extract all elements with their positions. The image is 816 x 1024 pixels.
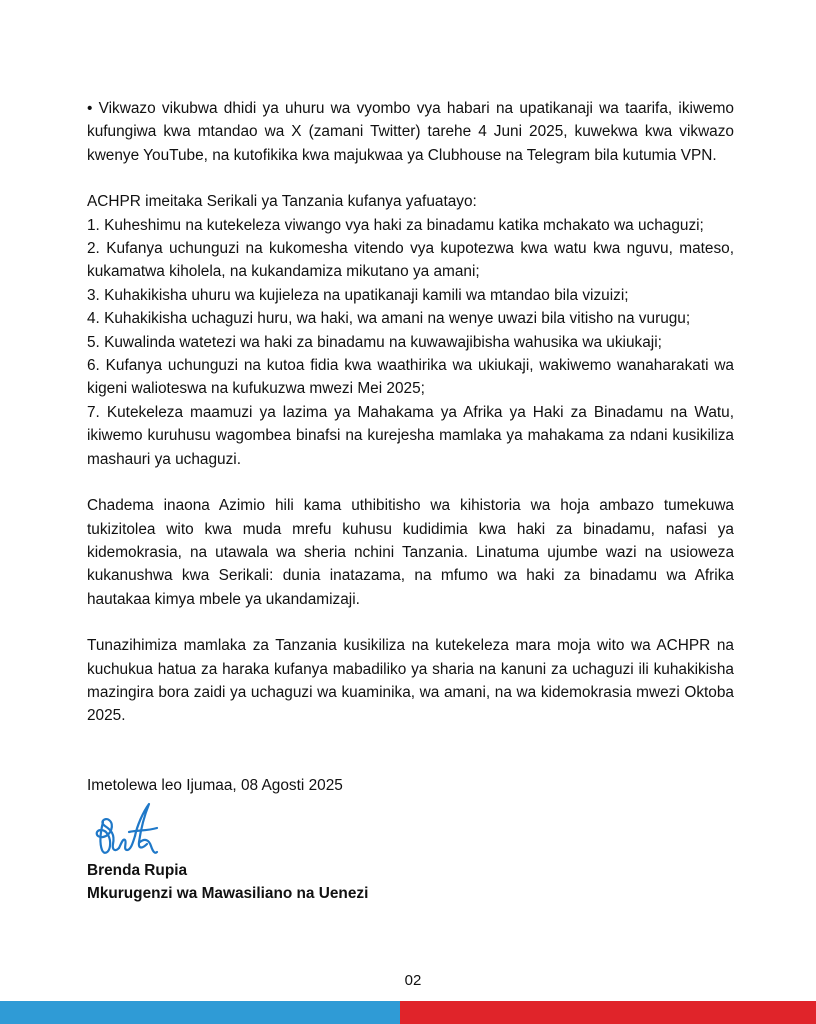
list-item: 5. Kuwalinda watetezi wa haki za binadamu na kuwawajibisha wahusika wa ukiukaji; <box>87 333 662 351</box>
media-restrictions-bullet: • Vikwazo vikubwa dhidi ya uhuru wa vyombo vya habari na upatikanaji wa taarifa, ikiwemo kufungiwa kwa mtandao wa X (zamani Twitter) tarehe 4 Juni 2025, kuwekwa kwa vikwazo kwenye YouTube, na kutofikika kwa majukwaa ya Clubhouse na Telegram bila kutumia VPN. <box>87 100 734 164</box>
demands-intro: ACHPR imeitaka Serikali ya Tanzania kufanya yafuatayo: <box>87 193 477 211</box>
signer-block <box>87 859 368 906</box>
list-item: 7. Kutekeleza maamuzi ya lazima ya Mahakama ya Afrika ya Haki za Binadamu na Watu, ikiwemo kuruhusu wagombea binafsi na kurejesha mamlaka ya mahakama za ndani kusikiliza mashauri ya uchaguzi. <box>87 403 734 468</box>
list-item: 1. Kuheshimu na kutekeleza viwango vya haki za binadamu katika mchakato wa uchaguzi; <box>87 216 704 234</box>
footer-bar-red <box>400 1001 816 1024</box>
footer-bar-blue <box>0 1001 400 1024</box>
demands-list <box>87 214 734 471</box>
call-to-action-paragraph: Tunazihimiza mamlaka za Tanzania kusikiliza na kutekeleza mara moja wito wa ACHPR na kuchukua hatua za haraka kufanya mabadiliko ya sharia na kanuni za uchaguzi ili kuhakikisha mazingira bora zaidi ya uchaguzi wa kuaminika, wa amani, na wa kidemokrasia mwezi Oktoba 2025. <box>87 637 734 725</box>
list-item: 4. Kuhakikisha uchaguzi huru, wa haki, wa amani na wenye uwazi bila vitisho na vurugu; <box>87 310 691 328</box>
handwritten-signature <box>93 800 159 862</box>
list-item: 2. Kufanya uchunguzi na kukomesha vitendo vya kupotezwa kwa watu kwa nguvu, mateso, kukamatwa kiholela, na kukandamiza mikutano ya amani; <box>87 240 734 281</box>
letter-body <box>87 97 734 797</box>
issued-date: Imetolewa leo Ijumaa, 08 Agosti 2025 <box>87 776 343 794</box>
signer-title: Mkurugenzi wa Mawasiliano na Uenezi <box>87 885 369 903</box>
list-item: 3. Kuhakikisha uhuru wa kujieleza na upatikanaji kamili wa mtandao bila vizuizi; <box>87 286 629 304</box>
chadema-view-paragraph: Chadema inaona Azimio hili kama uthibitisho wa kihistoria wa hoja ambazo tumekuwa tukizitolea wito kwa muda mrefu kuhusu kudidimia kwa haki za binadamu, nafasi ya kidemokrasia, na utawala wa sheria nchini Tanzania. Linatuma ujumbe wazi na usioweza kukanushwa kwa Serikali: dunia inatazama, na mfumo wa haki za binadamu wa Afrika hautakaa kimya mbele ya ukandamizaji. <box>87 497 734 608</box>
signer-name: Brenda Rupia <box>87 862 188 879</box>
page-number: 02 <box>404 972 422 989</box>
list-item: 6. Kufanya uchunguzi na kutoa fidia kwa waathirika wa ukiukaji, wakiwemo wanaharakati wa kigeni walioteswa na kufukuzwa mwezi Mei 2025; <box>87 357 734 398</box>
